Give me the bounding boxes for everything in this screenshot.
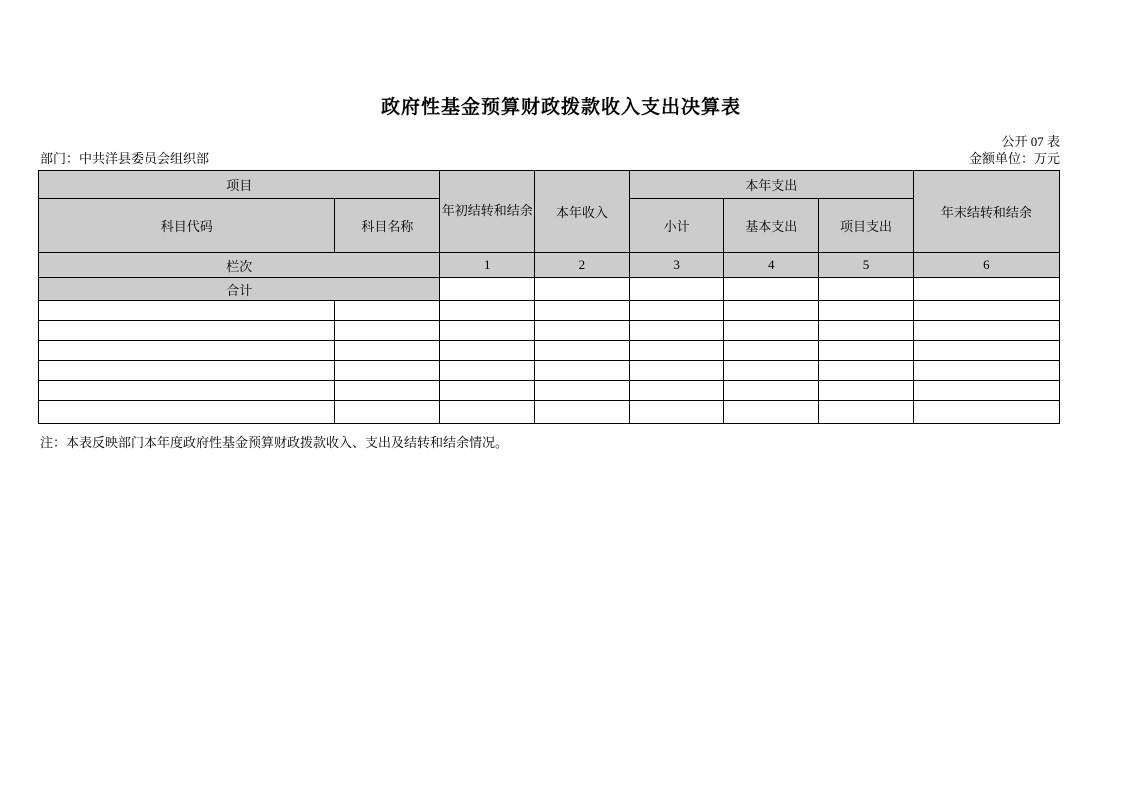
cell-year-income (535, 341, 630, 361)
cell-basic-expense (724, 361, 819, 381)
cell-year-income (535, 301, 630, 321)
cell-end-balance (913, 341, 1059, 361)
column-number-2: 2 (535, 253, 630, 278)
department-label: 部门：中共洋县委员会组织部 (40, 151, 210, 166)
header-project-expense: 项目支出 (819, 199, 914, 253)
table-column-number-row (39, 253, 1060, 278)
cell-basic-expense (724, 321, 819, 341)
cell-basic-expense (724, 301, 819, 321)
cell-begin-balance (440, 301, 535, 321)
table-header-row-1 (39, 171, 1060, 199)
cell-subject-code (39, 381, 335, 401)
header-basic-expense: 基本支出 (724, 199, 819, 253)
cell-subtotal (629, 401, 724, 424)
table-total-row (39, 278, 1060, 301)
cell-subtotal (629, 301, 724, 321)
cell-subject-name (335, 321, 440, 341)
cell-subject-code (39, 301, 335, 321)
cell-subject-code (39, 341, 335, 361)
cell-end-balance (913, 321, 1059, 341)
cell-year-income (535, 361, 630, 381)
table-row (39, 321, 1060, 341)
table-row (39, 401, 1060, 424)
header-year-income: 本年收入 (535, 171, 630, 253)
cell-project-expense (819, 341, 914, 361)
total-value-5 (819, 278, 914, 301)
cell-subject-name (335, 361, 440, 381)
cell-subtotal (629, 341, 724, 361)
header-begin-balance: 年初结转和结余 (440, 171, 535, 253)
table-row (39, 361, 1060, 381)
cell-basic-expense (724, 341, 819, 361)
cell-subject-name (335, 341, 440, 361)
total-value-6 (913, 278, 1059, 301)
cell-end-balance (913, 361, 1059, 381)
cell-subtotal (629, 361, 724, 381)
column-number-4: 4 (724, 253, 819, 278)
cell-end-balance (913, 401, 1059, 424)
cell-begin-balance (440, 341, 535, 361)
column-number-6: 6 (913, 253, 1059, 278)
cell-subject-name (335, 381, 440, 401)
cell-project-expense (819, 361, 914, 381)
header-item-group: 项目 (39, 171, 440, 199)
table-row (39, 381, 1060, 401)
column-number-3: 3 (629, 253, 724, 278)
header-subtotal: 小计 (629, 199, 724, 253)
table-row (39, 341, 1060, 361)
cell-basic-expense (724, 401, 819, 424)
table-row (39, 301, 1060, 321)
header-subject-name: 科目名称 (335, 199, 440, 253)
cell-subject-name (335, 401, 440, 424)
total-value-1 (440, 278, 535, 301)
cell-year-income (535, 321, 630, 341)
cell-subtotal (629, 321, 724, 341)
budget-table (38, 170, 1060, 424)
cell-end-balance (913, 301, 1059, 321)
cell-project-expense (819, 401, 914, 424)
cell-subject-code (39, 321, 335, 341)
cell-begin-balance (440, 401, 535, 424)
cell-begin-balance (440, 321, 535, 341)
table-note: 注：本表反映部门本年度政府性基金预算财政拨款收入、支出及结转和结余情况。 (40, 435, 509, 450)
header-end-balance: 年末结转和结余 (913, 171, 1059, 253)
cell-subtotal (629, 381, 724, 401)
cell-begin-balance (440, 381, 535, 401)
cell-basic-expense (724, 381, 819, 401)
cell-project-expense (819, 381, 914, 401)
cell-begin-balance (440, 361, 535, 381)
cell-end-balance (913, 381, 1059, 401)
cell-year-income (535, 381, 630, 401)
total-value-2 (535, 278, 630, 301)
cell-project-expense (819, 321, 914, 341)
header-subject-code: 科目代码 (39, 199, 335, 253)
cell-project-expense (819, 301, 914, 321)
cell-year-income (535, 401, 630, 424)
column-number-1: 1 (440, 253, 535, 278)
total-value-3 (629, 278, 724, 301)
cell-subject-code (39, 401, 335, 424)
cell-subject-name (335, 301, 440, 321)
page-title: 政府性基金预算财政拨款收入支出决算表 (380, 97, 741, 118)
cell-subject-code (39, 361, 335, 381)
form-code-label: 公开 07 表 (1001, 134, 1060, 149)
column-number-5: 5 (819, 253, 914, 278)
column-number-label: 栏次 (39, 253, 440, 278)
total-value-4 (724, 278, 819, 301)
total-row-label: 合计 (39, 278, 440, 301)
header-year-expense-group: 本年支出 (629, 171, 913, 199)
amount-unit-label: 金额单位：万元 (968, 151, 1060, 166)
